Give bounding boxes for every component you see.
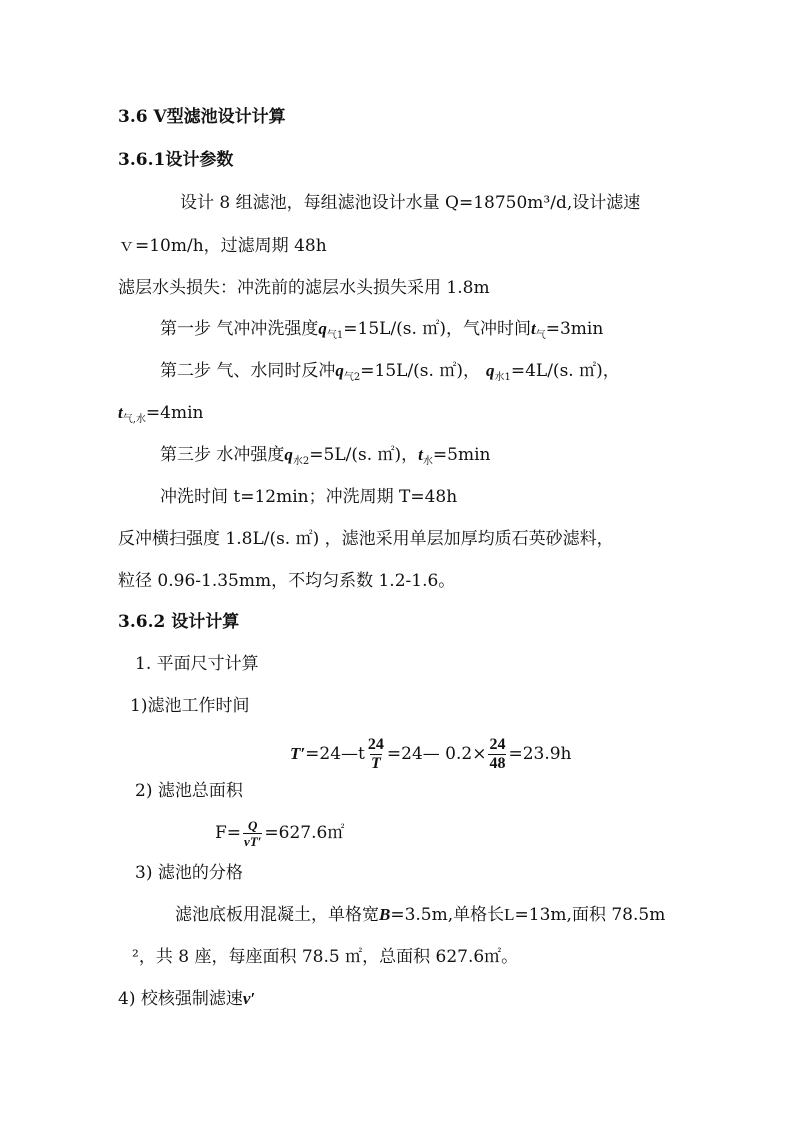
calc-item-1: 1. 平面尺寸计算	[135, 654, 259, 674]
fraction-numerator: 24	[489, 736, 506, 753]
param-line-1: 设计 8 组滤池，每组滤池设计水量 Q=18750m³/d,设计滤速	[180, 193, 641, 213]
wash-line: 冲洗时间 t=12min；冲洗周期 T=48h	[160, 487, 458, 507]
calc-item-2: 2) 滤池总面积	[135, 781, 243, 801]
t-symbol: t	[418, 445, 423, 464]
fraction-numerator: 24	[367, 736, 384, 753]
step-2-value-2: =4L/(s. ㎡)，	[510, 361, 620, 381]
fraction-24-over-T	[367, 736, 385, 773]
formula-part: =24—t	[305, 744, 365, 764]
fraction-denominator: vT′	[244, 834, 262, 849]
fraction-denominator: 48	[489, 755, 506, 772]
q-subscript: 水2	[292, 456, 310, 467]
param-line-2: ｖ=10m/h，过滤周期 48h	[118, 236, 327, 256]
q-symbol: q	[318, 319, 327, 338]
sweep-line: 反冲横扫强度 1.8L/(s. ㎡) ，滤池采用单层加厚均质石英砂滤料，	[118, 529, 614, 549]
step-3-line	[160, 444, 490, 473]
step-1-line	[160, 318, 603, 347]
q-symbol: q	[335, 361, 344, 380]
fraction-Q-over-vT	[243, 818, 262, 849]
step-3-value: =5L/(s. ㎡)，	[309, 445, 419, 465]
formula-result: =627.6㎡	[264, 823, 345, 843]
v-prime-symbol: v′	[242, 989, 256, 1008]
q-subscript: 气1	[326, 330, 344, 341]
formula-result: =23.9h	[508, 744, 572, 764]
step-2-value: =15L/(s. ㎡)，	[360, 361, 480, 381]
division-text: =3.5m,单格长	[390, 905, 505, 925]
subsection-title-params: 3.6.1设计参数	[118, 150, 234, 170]
step-3-time: =5min	[432, 445, 491, 465]
step-2-label: 第二步 气、水同时反冲	[160, 361, 336, 381]
formula-total-area	[215, 815, 344, 851]
q-symbol: q	[284, 445, 293, 464]
calc-item-1-1: 1)滤池工作时间	[130, 696, 250, 716]
division-line-2: ²，共 8 座，每座面积 78.5 ㎡，总面积 627.6㎡。	[132, 947, 519, 967]
calc-item-4-label: 4) 校核强制滤速	[118, 989, 243, 1009]
t-prime-symbol: T′	[290, 744, 306, 763]
formula-part: F=	[215, 823, 242, 843]
t-symbol: t	[118, 403, 123, 422]
subsection-title-calc: 3.6.2 设计计算	[118, 612, 240, 632]
calc-item-3: 3) 滤池的分格	[135, 863, 243, 883]
grain-line: 粒径 0.96-1.35mm，不均匀系数 1.2-1.6。	[118, 571, 456, 591]
step-1-time: =3min	[545, 319, 604, 339]
q-symbol: q	[485, 361, 495, 380]
param-line-3: 滤层水头损失：冲洗前的滤层水头损失采用 1.8m	[118, 278, 490, 298]
fraction-numerator: Q	[248, 818, 258, 833]
division-text: 滤池底板用混凝土，单格宽	[175, 905, 379, 925]
step-2-time: =4min	[145, 403, 204, 423]
q-subscript: 气2	[343, 372, 361, 383]
section-title: 3.6 V型滤池设计计算	[118, 107, 286, 127]
b-symbol: B	[379, 905, 391, 924]
step-3-label: 第三步 水冲强度	[160, 445, 285, 465]
division-text: =13m,面积 78.5m	[514, 905, 666, 925]
l-symbol: L	[504, 905, 515, 924]
formula-work-time	[290, 734, 572, 774]
t-subscript: 气,水	[122, 414, 146, 425]
step-1-label: 第一步 气冲冲洗强度	[160, 319, 319, 339]
step-2-line	[160, 360, 620, 389]
t-symbol: t	[530, 319, 536, 338]
calc-item-4	[118, 988, 255, 1010]
t-subscript: 气	[535, 330, 546, 341]
fraction-24-over-48	[488, 736, 506, 773]
step-1-value: =15L/(s. ㎡)，气冲时间	[343, 319, 531, 339]
q-subscript: 水1	[494, 372, 511, 383]
division-line-1	[175, 904, 665, 926]
t-subscript: 水	[422, 456, 433, 467]
formula-part: =24— 0.2×	[386, 744, 487, 764]
fraction-denominator: T	[371, 755, 381, 772]
step-2-time-line	[118, 402, 204, 431]
